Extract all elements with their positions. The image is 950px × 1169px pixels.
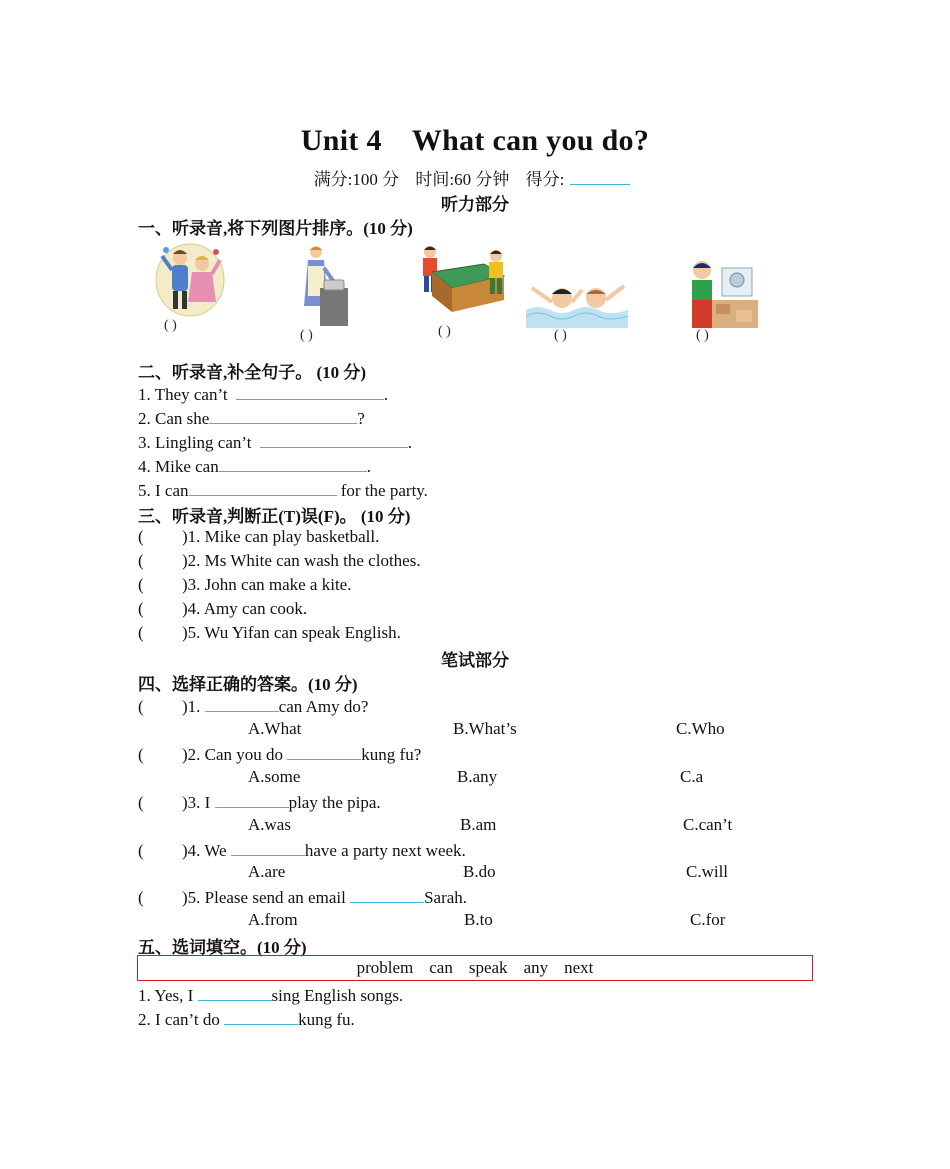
sentence-end: .: [383, 385, 389, 404]
question-prefix: )3. I: [182, 793, 215, 812]
woman-cooking-icon: [298, 244, 358, 344]
question-text: can Amy do?: [278, 697, 369, 716]
picture-answer[interactable]: ( ): [300, 328, 313, 343]
option-a[interactable]: A.are: [248, 862, 286, 881]
fill-text: 1. Yes, I: [138, 986, 198, 1005]
option-b[interactable]: B.any: [457, 767, 498, 786]
judge-text: )1. Mike can play basketball.: [182, 527, 380, 546]
option-b[interactable]: B.to: [464, 910, 493, 929]
sentence-end: .: [407, 433, 412, 452]
answer-paren[interactable]: (: [138, 888, 144, 907]
question-prefix: )5. Please send an email: [182, 888, 351, 907]
score-label: 得分:: [525, 170, 565, 189]
section2-heading: 二、听录音,补全句子。 (10 分): [138, 363, 367, 382]
choice-question: [138, 791, 381, 813]
picture-row: [150, 240, 790, 350]
answer-paren[interactable]: (: [138, 527, 144, 546]
answer-paren[interactable]: (: [138, 575, 144, 594]
word-bank-word: can: [429, 958, 453, 977]
judge-item: [138, 551, 421, 571]
question-prefix: )1.: [182, 697, 205, 716]
word-bank-word: next: [564, 958, 594, 977]
sentence-text: 3. Lingling can’t: [138, 433, 256, 452]
score-blank[interactable]: [570, 168, 630, 185]
judge-item: [138, 575, 351, 595]
sentence-end: for the party.: [336, 481, 428, 500]
section1-heading: 一、听录音,将下列图片排序。(10 分): [138, 219, 413, 238]
sentence-text: 2. Can she: [138, 409, 210, 428]
title-question: What can you do?: [411, 124, 650, 157]
dancing-people-icon: [154, 242, 226, 334]
sentence-end: .: [366, 457, 371, 476]
answer-paren[interactable]: (: [138, 623, 144, 642]
word-bank-word: problem: [356, 958, 414, 977]
answer-blank[interactable]: [224, 1008, 298, 1025]
option-a[interactable]: A.some: [248, 767, 301, 786]
listening-heading: 听力部分: [441, 195, 509, 214]
page-title: [0, 124, 950, 158]
option-a[interactable]: A.from: [248, 910, 298, 929]
option-c[interactable]: C.a: [680, 767, 704, 786]
section3-heading: 三、听录音,判断正(T)误(F)。 (10 分): [138, 507, 411, 526]
score-info: [0, 165, 950, 190]
judge-item: [138, 527, 379, 547]
section4-heading: 四、选择正确的答案。(10 分): [138, 675, 358, 694]
judge-text: )3. John can make a kite.: [182, 575, 352, 594]
option-a[interactable]: A.was: [248, 815, 291, 834]
fill-item: [138, 1008, 355, 1030]
sentence-item: [138, 431, 412, 453]
answer-paren[interactable]: (: [138, 551, 144, 570]
answer-blank[interactable]: [219, 455, 367, 472]
word-bank-word: any: [523, 958, 549, 977]
answer-blank[interactable]: [236, 383, 384, 400]
kids-swimming-icon: [526, 276, 630, 346]
fill-text: 2. I can’t do: [138, 1010, 225, 1029]
answer-paren[interactable]: (: [138, 599, 144, 618]
judge-text: )2. Ms White can wash the clothes.: [182, 551, 421, 570]
sentence-item: [138, 479, 428, 501]
option-c[interactable]: C.will: [686, 862, 729, 881]
sentence-text: 5. I can: [138, 481, 189, 500]
kids-ping-pong-icon: [418, 242, 510, 342]
sentence-item: [138, 383, 388, 405]
picture-answer[interactable]: ( ): [164, 318, 177, 333]
option-c[interactable]: C.can’t: [683, 815, 733, 834]
answer-blank[interactable]: [189, 479, 337, 496]
sentence-item: [138, 407, 365, 429]
answer-paren[interactable]: (: [138, 745, 144, 764]
answer-paren[interactable]: (: [138, 841, 144, 860]
judge-item: [138, 623, 401, 643]
question-text: kung fu?: [361, 745, 422, 764]
option-b[interactable]: B.am: [460, 815, 497, 834]
picture-answer[interactable]: ( ): [554, 328, 567, 343]
answer-blank[interactable]: [215, 791, 289, 808]
question-prefix: )2. Can you do: [182, 745, 288, 764]
judge-item: [138, 599, 307, 619]
answer-paren[interactable]: (: [138, 793, 144, 812]
fill-end: sing English songs.: [271, 986, 404, 1005]
fill-item: [138, 984, 403, 1006]
judge-text: )5. Wu Yifan can speak English.: [182, 623, 401, 642]
answer-blank[interactable]: [287, 743, 361, 760]
choice-question: [138, 839, 466, 861]
boy-cleaning-icon: [688, 260, 760, 346]
judge-text: )4. Amy can cook.: [182, 599, 308, 618]
sentence-item: [138, 455, 371, 477]
option-c[interactable]: C.for: [690, 910, 726, 929]
picture-answer[interactable]: ( ): [696, 328, 709, 343]
sentence-text: 4. Mike can: [138, 457, 219, 476]
answer-blank[interactable]: [205, 695, 279, 712]
writing-heading: 笔试部分: [441, 651, 509, 670]
word-bank: [137, 955, 813, 981]
question-text: have a party next week.: [304, 841, 466, 860]
choice-question: [138, 695, 368, 717]
time-limit: 时间:60 分钟: [415, 170, 510, 189]
answer-blank[interactable]: [209, 407, 357, 424]
question-text: play the pipa.: [288, 793, 381, 812]
answer-blank[interactable]: [260, 431, 408, 448]
choice-question: [138, 886, 467, 908]
picture-answer[interactable]: ( ): [438, 324, 451, 339]
question-text: Sarah.: [424, 888, 468, 907]
question-prefix: )4. We: [182, 841, 231, 860]
answer-paren[interactable]: (: [138, 697, 144, 716]
answer-blank[interactable]: [350, 886, 424, 903]
option-b[interactable]: B.What’s: [453, 719, 517, 738]
sentence-end: ?: [357, 409, 365, 428]
sentence-text: 1. They can’t: [138, 385, 232, 404]
choice-question: [138, 743, 421, 765]
full-score: 满分:100 分: [313, 170, 400, 189]
score-field: [526, 170, 637, 189]
section5-heading: 五、选词填空。(10 分): [138, 938, 307, 957]
answer-blank[interactable]: [231, 839, 305, 856]
word-bank-word: speak: [468, 958, 508, 977]
title-unit: Unit 4: [300, 124, 382, 157]
option-b[interactable]: B.do: [463, 862, 496, 881]
option-a[interactable]: A.What: [248, 719, 302, 738]
answer-blank[interactable]: [198, 984, 272, 1001]
option-c[interactable]: C.Who: [676, 719, 725, 738]
fill-end: kung fu.: [298, 1010, 355, 1029]
